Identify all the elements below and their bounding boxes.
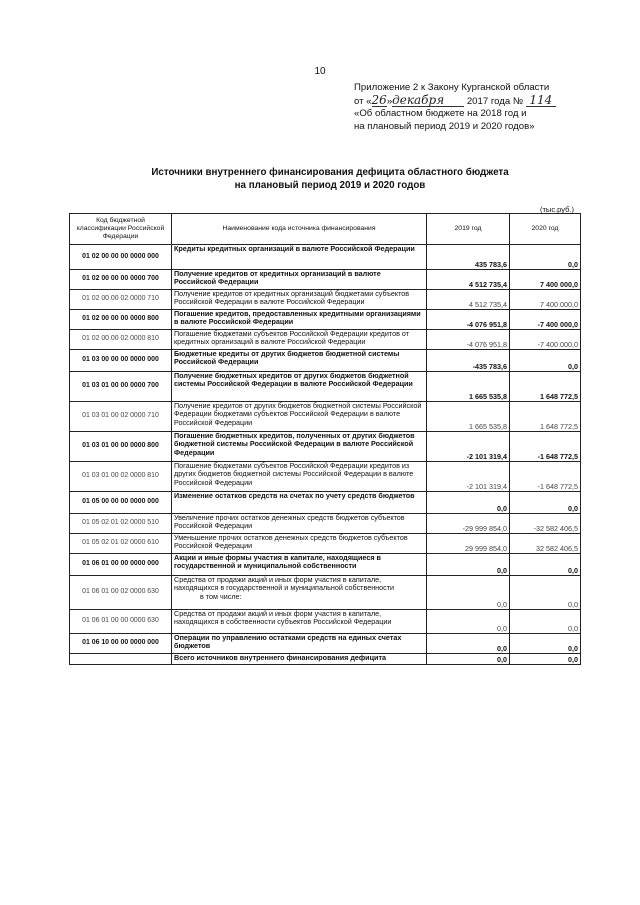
appendix-line-3: «Об областном бюджете на 2018 год и: [354, 108, 527, 119]
row-2020: -7 400 000,0: [510, 330, 581, 350]
row-name: Получение кредитов от кредитных организаций бюджетами субъектов Российской Федерации в валюте Российской Федерации: [172, 290, 427, 310]
row-name-cell: [172, 576, 427, 610]
row-code: 01 05 00 00 00 0000 000: [70, 492, 172, 514]
row-code: 01 03 01 00 02 0000 810: [70, 462, 172, 492]
row-2019: 4 512 735,4: [427, 270, 510, 290]
document-title-line-1: Источники внутреннего финансирования дефицита областного бюджета: [151, 167, 509, 178]
table-row: [70, 554, 581, 576]
appendix-line-2: [354, 92, 556, 109]
row-name: Кредиты кредитных организаций в валюте Российской Федерации: [172, 245, 427, 270]
row-2020: 0,0: [510, 654, 581, 665]
row-name: Погашение бюджетами субъектов Российской Федерации кредитов от кредитных организаций в валюте Российской Федерации: [172, 330, 427, 350]
row-code: 01 02 00 00 02 0000 710: [70, 290, 172, 310]
row-2019: 1 665 535,8: [427, 372, 510, 402]
table-row: [70, 634, 581, 654]
row-2019: 0,0: [427, 654, 510, 665]
row-code: 01 03 01 00 00 0000 800: [70, 432, 172, 462]
appendix-year: 2017 года №: [464, 95, 524, 107]
row-name: Всего источников внутреннего финансирования дефицита: [172, 654, 427, 665]
row-2020: -1 648 772,5: [510, 462, 581, 492]
table-row: [70, 610, 581, 634]
row-2019: -29 999 854,0: [427, 514, 510, 534]
row-2019: 0,0: [427, 576, 510, 610]
row-code: 01 06 10 00 00 0000 000: [70, 634, 172, 654]
row-2020: 0,0: [510, 492, 581, 514]
row-2019: 1 665 535,8: [427, 402, 510, 432]
table-total-row: [70, 654, 581, 665]
row-code: 01 03 01 00 02 0000 710: [70, 402, 172, 432]
row-2020: 0,0: [510, 245, 581, 270]
appendix-date-mid: »: [386, 95, 393, 107]
row-2020: 0,0: [510, 350, 581, 372]
row-2020: -7 400 000,0: [510, 310, 581, 330]
row-name: Бюджетные кредиты от других бюджетов бюджетной системы Российской Федерации: [172, 350, 427, 372]
row-name: Погашение кредитов, предоставленных кредитными организациями в валюте Российской Федерации: [172, 310, 427, 330]
row-2019: 0,0: [427, 610, 510, 634]
row-name: Погашение бюджетами субъектов Российской Федерации кредитов из других бюджетов бюджетной системы Российской Федерации в валюте Российской Федерации: [172, 462, 427, 492]
row-2019: 4 512 735,4: [427, 290, 510, 310]
row-code: 01 06 01 00 02 0000 630: [70, 576, 172, 610]
row-2019: 0,0: [427, 634, 510, 654]
appendix-line-4: на плановый период 2019 и 2020 годов»: [354, 120, 535, 132]
row-code: 01 02 00 00 00 0000 000: [70, 245, 172, 270]
table-row: [70, 270, 581, 290]
document-title: [60, 166, 600, 192]
row-2020: 0,0: [510, 554, 581, 576]
table-header-row: [70, 214, 581, 245]
row-2019: -4 076 951,8: [427, 330, 510, 350]
page-number: 10: [314, 66, 326, 77]
row-2020: 0,0: [510, 610, 581, 634]
row-2020: 32 582 406,5: [510, 534, 581, 554]
row-code: [70, 654, 172, 665]
row-2020: -32 582 406,5: [510, 514, 581, 534]
row-2020: 0,0: [510, 634, 581, 654]
row-name: Акции и иные формы участия в капитале, находящиеся в государственной и муниципальной собственности: [172, 554, 427, 576]
row-name-note: в том числе:: [200, 591, 242, 601]
row-name: Изменение остатков средств на счетах по учету средств бюджетов: [172, 492, 427, 514]
row-2019: -2 101 319,4: [427, 462, 510, 492]
header-2020: 2020 год: [510, 214, 581, 245]
table-row: [70, 402, 581, 432]
table-row: [70, 514, 581, 534]
row-2019: -4 076 951,8: [427, 310, 510, 330]
row-name: Получение бюджетных кредитов от других бюджетов бюджетной системы Российской Федерации в валюте Российской Федерации: [172, 372, 427, 402]
row-2020: 1 648 772,5: [510, 402, 581, 432]
handwritten-day: 26: [371, 92, 387, 107]
table-row: [70, 462, 581, 492]
header-code: Код бюджетной классификации Российской Федерации: [70, 214, 172, 245]
row-2019: 29 999 854,0: [427, 534, 510, 554]
table-row: [70, 310, 581, 330]
row-2020: 7 400 000,0: [510, 290, 581, 310]
appendix-date-prefix: от «: [354, 95, 372, 107]
row-name: Уменьшение прочих остатков денежных средств бюджетов субъектов Российской Федерации: [172, 534, 427, 554]
row-2019: 0,0: [427, 554, 510, 576]
table-row: [70, 534, 581, 554]
row-name: Получение кредитов от кредитных организаций в валюте Российской Федерации: [172, 270, 427, 290]
row-code: 01 02 00 00 00 0000 800: [70, 310, 172, 330]
row-2019: 0,0: [427, 492, 510, 514]
header-name: Наименование кода источника финансирования: [172, 214, 427, 245]
row-code: 01 03 00 00 00 0000 000: [70, 350, 172, 372]
table-row: [70, 372, 581, 402]
row-2020: 1 648 772,5: [510, 372, 581, 402]
row-code: 01 05 02 01 02 0000 610: [70, 534, 172, 554]
appendix-header: [354, 82, 556, 133]
row-code: 01 06 01 00 00 0000 630: [70, 610, 172, 634]
row-name: Погашение бюджетных кредитов, полученных от других бюджетов бюджетной системы Российской Федерации в валюте Российской Федерации: [172, 432, 427, 462]
table-row: [70, 492, 581, 514]
row-code: 01 02 00 00 02 0000 810: [70, 330, 172, 350]
row-code: 01 05 02 01 02 0000 510: [70, 514, 172, 534]
row-name: Получение кредитов от других бюджетов бюджетной системы Российской Федерации бюджетами субъектов Российской Федерации в валюте Российской Федерации: [172, 402, 427, 432]
handwritten-month: декабря: [392, 95, 464, 107]
row-name: Увеличение прочих остатков денежных средств бюджетов субъектов Российской Федерации: [172, 514, 427, 534]
appendix-line-1: Приложение 2 к Закону Курганской области: [354, 82, 550, 93]
row-name: Операции по управлению остатками средств на единых счетах бюджетов: [172, 634, 427, 654]
row-2019: -2 101 319,4: [427, 432, 510, 462]
table-row: [70, 350, 581, 372]
row-code: 01 02 00 00 00 0000 700: [70, 270, 172, 290]
row-2020: 0,0: [510, 576, 581, 610]
table-row: [70, 330, 581, 350]
row-2019: 435 783,6: [427, 245, 510, 270]
table-row: [70, 576, 581, 610]
handwritten-law-number: 114: [526, 95, 556, 107]
table-row: [70, 432, 581, 462]
row-name: Средства от продажи акций и иных форм участия в капитале, находящихся в собственности субъектов Российской Федерации: [172, 610, 427, 634]
table-row: [70, 290, 581, 310]
row-2020: 7 400 000,0: [510, 270, 581, 290]
row-2020: -1 648 772,5: [510, 432, 581, 462]
document-title-line-2: на плановый период 2019 и 2020 годов: [234, 180, 426, 191]
row-code: 01 06 01 00 00 0000 000: [70, 554, 172, 576]
row-name: Средства от продажи акций и иных форм участия в капитале, находящихся в государственной и муниципальной собственности: [174, 575, 395, 593]
row-2019: -435 783,6: [427, 350, 510, 372]
units-label: (тыс.руб.): [540, 205, 574, 214]
row-code: 01 03 01 00 00 0000 700: [70, 372, 172, 402]
financing-sources-table: [69, 213, 581, 665]
table-row: [70, 245, 581, 270]
header-2019: 2019 год: [427, 214, 510, 245]
